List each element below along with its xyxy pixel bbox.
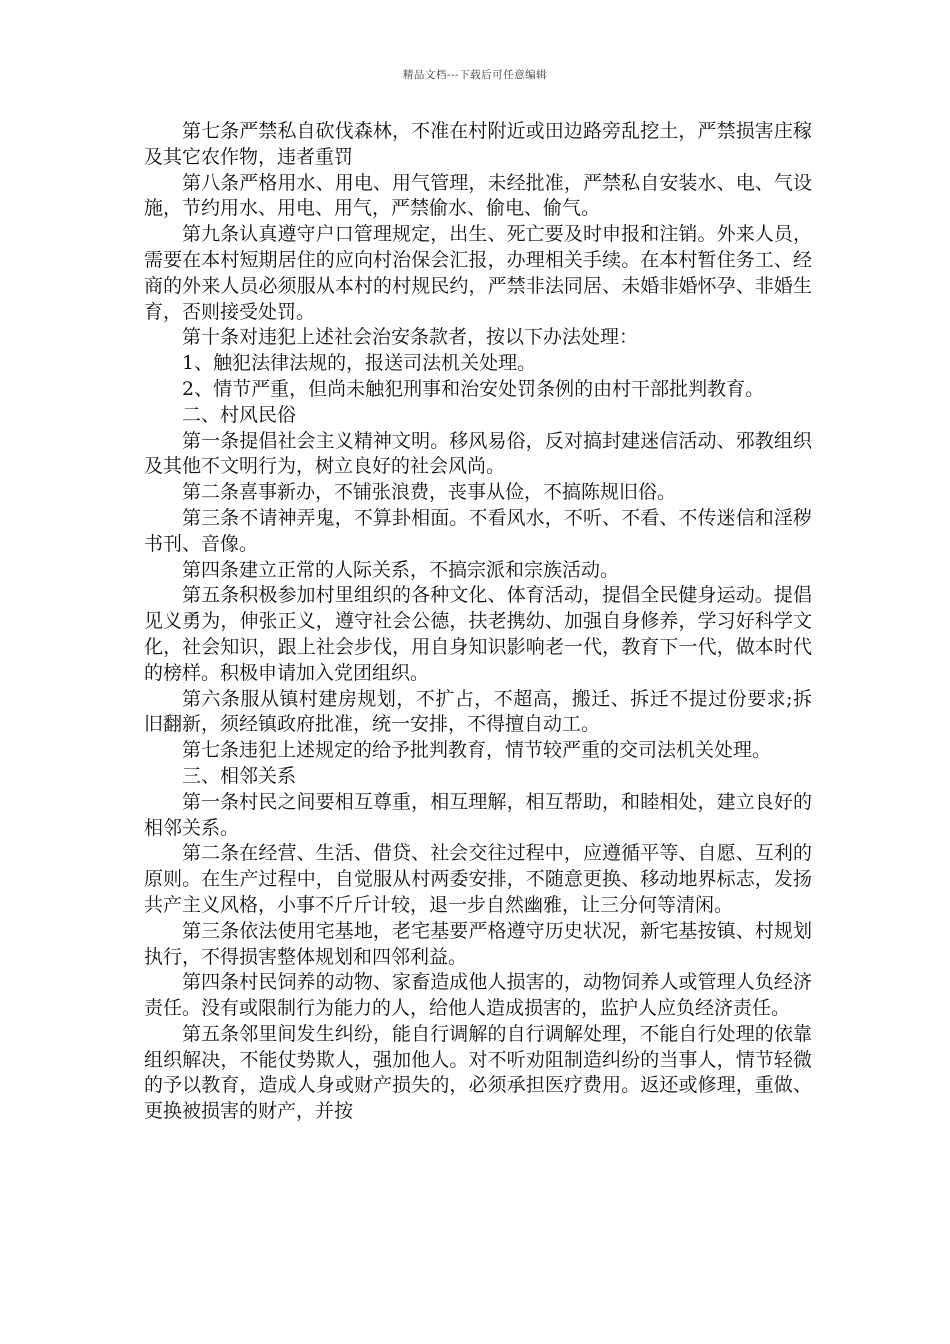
- paragraph: 第六条服从镇村建房规划，不扩占，不超高，搬迁、拆迁不提过份要求;拆旧翻新，须经镇政府批准，统一安排，不得擅自动工。: [144, 687, 812, 736]
- paragraph: 第七条违犯上述规定的给予批判教育，情节较严重的交司法机关处理。: [182, 739, 772, 762]
- paragraph: 第二条在经营、生活、借贷、社会交往过程中，应遵循平等、自愿、互利的原则。在生产过程中，自觉服从村两委安排，不随意更换、移动地界标志，发扬共产主义风格，小事不斤斤计较，退一步自然幽雅，让三分何等清闲。: [144, 842, 812, 916]
- paragraph: 第七条严禁私自砍伐森林，不准在村附近或田边路旁乱挖土，严禁损害庄稼及其它农作物，违者重罚: [144, 120, 812, 168]
- document-body: [144, 119, 812, 1125]
- paragraph: 第八条严格用水、用电、用气管理，未经批准，严禁私自安装水、电、气设施，节约用水、用电、用气，严禁偷水、偷电、偷气。: [144, 171, 812, 220]
- paragraph: 第三条依法使用宅基地，老宅基要严格遵守历史状况，新宅基按镇、村规划执行，不得损害整体规划和四邻利益。: [144, 919, 812, 968]
- section-heading: 三、相邻关系: [182, 764, 297, 787]
- paragraph: 第十条对违犯上述社会治安条款者，按以下办法处理：: [182, 326, 639, 349]
- paragraph: 第一条村民之间要相互尊重，相互理解，相互帮助，和睦相处，建立良好的相邻关系。: [144, 790, 812, 839]
- paragraph: 1、触犯法律法规的，报送司法机关处理。: [182, 352, 537, 375]
- paragraph: 2、情节严重，但尚未触犯刑事和治安处罚条例的由村干部批判教育。: [182, 377, 765, 400]
- section-heading: 二、村风民俗: [182, 403, 297, 426]
- paragraph: 第四条村民饲养的动物、家畜造成他人损害的，动物饲养人或管理人负经济责任。没有或限制行为能力的人，给他人造成损害的，监护人应负经济责任。: [144, 971, 812, 1020]
- paragraph: 第五条邻里间发生纠纷，能自行调解的自行调解处理，不能自行处理的依靠组织解决，不能仗势欺人，强加他人。对不听劝阻制造纠纷的当事人，情节轻微的予以教育，造成人身或财产损失的，必须承担医疗费用。返还或修理，重做、更换被损害的财产，并按: [144, 1022, 812, 1123]
- paragraph: 第三条不请神弄鬼，不算卦相面。不看风水，不听、不看、不传迷信和淫秽书刊、音像。: [144, 506, 812, 555]
- paragraph: 第九条认真遵守户口管理规定，出生、死亡要及时申报和注销。外来人员，需要在本村短期居住的应向村治保会汇报，办理相关手续。在本村暂住务工、经商的外来人员必须服从本村的村规民约，严禁非法同居、未婚非婚怀孕、非婚生育，否则接受处罚。: [144, 223, 812, 323]
- page-header: 精品文档---下载后可任意编辑: [402, 69, 548, 81]
- paragraph: 第四条建立正常的人际关系，不搞宗派和宗族活动。: [182, 558, 620, 581]
- paragraph: 第五条积极参加村里组织的各种文化、体育活动，提倡全民健身运动。提倡见义勇为，伸张正义，遵守社会公德，扶老携幼、加强自身修养，学习好科学文化，社会知识，跟上社会步伐，用自身知识影响老一代，教育下一代，做本时代的榜样。积极申请加入党团组织。: [144, 584, 812, 684]
- paragraph: 第一条提倡社会主义精神文明。移风易俗，反对搞封建迷信活动、邪教组织及其他不文明行为，树立良好的社会风尚。: [144, 429, 812, 478]
- paragraph: 第二条喜事新办，不铺张浪费，丧事从俭，不搞陈规旧俗。: [182, 481, 677, 504]
